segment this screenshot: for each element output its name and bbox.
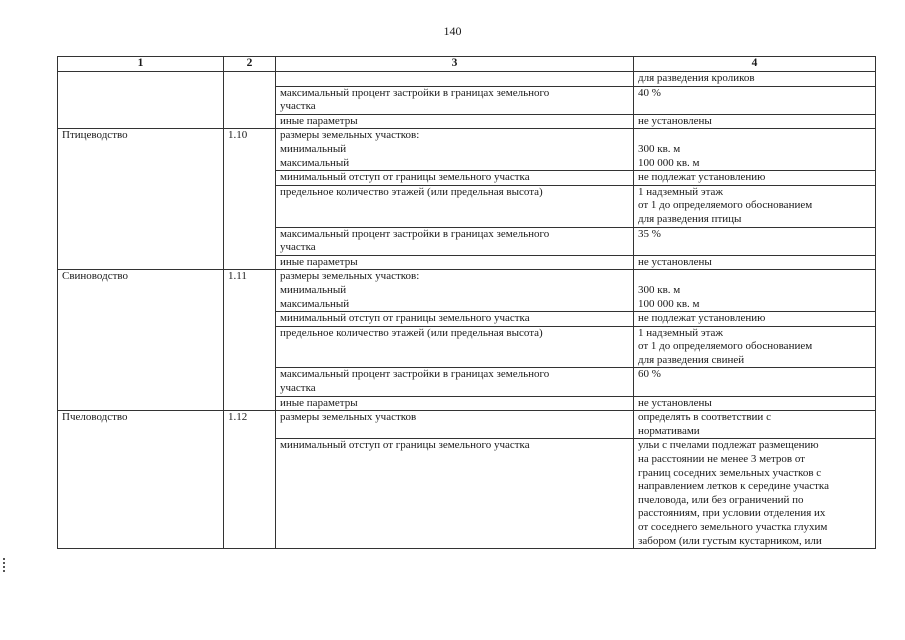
text-line: 60 % [638, 368, 661, 381]
text-line: участка [280, 241, 316, 254]
text-line: иные параметры [280, 396, 358, 409]
text-line: минимальный [280, 142, 347, 155]
code-cell [224, 72, 276, 129]
header-col-4: 4 [634, 57, 876, 72]
parameter-cell [276, 86, 634, 114]
text-line: 300 кв. м [638, 283, 681, 296]
text-line: минимальный [280, 283, 347, 296]
text-line: расстояниям, при условии отделения их [638, 507, 826, 520]
scan-edge-mark [3, 558, 10, 572]
value-cell [634, 114, 876, 129]
text-line: для разведения кроликов [638, 72, 755, 84]
text-line: ульи с пчелами подлежат размещению [638, 439, 819, 452]
value-cell [634, 255, 876, 270]
text-line: участка [280, 382, 316, 395]
value-cell [634, 171, 876, 186]
text-line: направлением летков к середине участка [638, 480, 829, 493]
value-cell [634, 185, 876, 227]
parameter-cell [276, 227, 634, 255]
text-line: максимальный процент застройки в границах земельного [280, 368, 550, 381]
text-line: для разведения свиней [638, 353, 745, 366]
text-line: 100 000 кв. м [638, 156, 700, 169]
text-line: 35 % [638, 227, 661, 240]
parameter-cell [276, 396, 634, 411]
text-line: размеры земельных участков [280, 411, 417, 424]
text-line: нормативами [638, 424, 700, 437]
activity-cell: Птицеводство [58, 129, 224, 270]
parameter-cell [276, 270, 634, 312]
text-line: не подлежат установлению [638, 312, 766, 325]
text-line: определять в соответствии с [638, 411, 771, 424]
text-line: пчеловода, или без ограничений по [638, 493, 804, 506]
value-cell [634, 439, 876, 549]
text-line: не установлены [638, 255, 712, 268]
text-line: для разведения птицы [638, 212, 742, 225]
header-col-2: 2 [224, 57, 276, 72]
text-line: не установлены [638, 114, 712, 127]
parameter-cell [276, 72, 634, 87]
regulations-table [57, 56, 876, 549]
text-line: размеры земельных участков: [280, 270, 420, 283]
parameter-cell [276, 129, 634, 171]
text-line: предельное количество этажей (или предельная высота) [280, 185, 543, 198]
table-row [58, 72, 876, 87]
text-line: максимальный процент застройки в границах земельного [280, 227, 550, 240]
header-col-3: 3 [276, 57, 634, 72]
value-cell [634, 270, 876, 312]
text-line: от соседнего земельного участка глухим [638, 521, 828, 533]
parameter-cell [276, 326, 634, 368]
value-cell [634, 326, 876, 368]
value-cell [634, 368, 876, 396]
text-line: иные параметры [280, 255, 358, 268]
text-line: 1 надземный этаж [638, 185, 723, 198]
parameter-cell [276, 411, 634, 439]
value-cell [634, 312, 876, 327]
text-line: размеры земельных участков: [280, 129, 420, 142]
text-line: 1 надземный этаж [638, 326, 723, 339]
table-row [58, 270, 876, 312]
table-header-row [58, 57, 876, 72]
text-line: минимальный отступ от границы земельного участка [280, 171, 530, 184]
page-number: 140 [443, 24, 462, 38]
code-cell: 1.11 [224, 270, 276, 411]
text-line: не подлежат установлению [638, 171, 766, 184]
text-line: 40 % [638, 86, 661, 99]
activity-cell [58, 72, 224, 129]
header-col-1: 1 [58, 57, 224, 72]
value-cell [634, 129, 876, 171]
text-line: иные параметры [280, 114, 358, 127]
text-line: максимальный [280, 297, 350, 310]
parameter-cell [276, 171, 634, 186]
text-line: не установлены [638, 396, 712, 409]
parameter-cell [276, 368, 634, 396]
text-line: предельное количество этажей (или предельная высота) [280, 326, 543, 339]
activity-cell: Свиноводство [58, 270, 224, 411]
text-line: минимальный отступ от границы земельного участка [280, 312, 530, 325]
value-cell [634, 86, 876, 114]
parameter-cell [276, 439, 634, 549]
value-cell [634, 72, 876, 87]
code-cell: 1.12 [224, 411, 276, 549]
text-line: от 1 до определяемого обоснованием [638, 340, 813, 353]
parameter-cell [276, 185, 634, 227]
text-line: 100 000 кв. м [638, 297, 700, 310]
text-line: 300 кв. м [638, 142, 681, 155]
activity-cell: Пчеловодство [58, 411, 224, 549]
parameter-cell [276, 114, 634, 129]
value-cell [634, 396, 876, 411]
code-cell: 1.10 [224, 129, 276, 270]
text-line: участка [280, 100, 316, 113]
text-line: от 1 до определяемого обоснованием [638, 199, 813, 212]
text-line: границ соседних земельных участков с [638, 466, 822, 479]
text-line: забором (или густым кустарником, или [638, 534, 822, 547]
text-line: максимальный [280, 156, 350, 169]
table-row [58, 129, 876, 171]
text-line: на расстоянии не менее 3 метров от [638, 453, 805, 466]
parameter-cell [276, 255, 634, 270]
table-row [58, 411, 876, 439]
value-cell [634, 411, 876, 439]
parameter-cell [276, 312, 634, 327]
text-line: максимальный процент застройки в границах земельного [280, 86, 550, 99]
text-line: минимальный отступ от границы земельного участка [280, 439, 530, 452]
value-cell [634, 227, 876, 255]
